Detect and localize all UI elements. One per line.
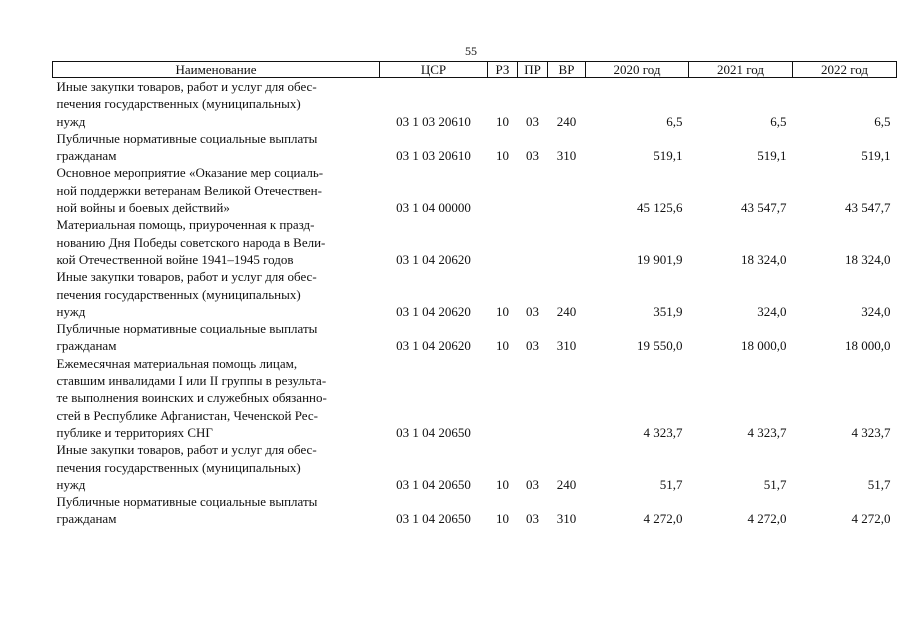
- cell-2021: 18 324,0: [741, 251, 787, 267]
- name-line: Иные закупки товаров, работ и услуг для обес-: [56, 442, 317, 458]
- header-rz: РЗ: [488, 62, 518, 78]
- header-csr: ЦСР: [380, 62, 488, 78]
- name-line: те выполнения воинских и служебных обязанно-: [56, 390, 327, 406]
- cell-vr: 240: [556, 113, 577, 129]
- name-line: кой Отечественной войне 1941–1945 годов: [56, 251, 294, 267]
- cell-name: [53, 130, 380, 165]
- name-line: нованию Дня Победы советского народа в Вели-: [56, 234, 326, 250]
- name-line: ной войны и боевых действий»: [56, 200, 230, 216]
- cell-rz: [488, 216, 518, 268]
- cell-2020: 45 125,6: [637, 200, 683, 216]
- name-line: стей в Республике Афганистан, Чеченской Рес-: [56, 407, 318, 423]
- header-2020: 2020 год: [586, 62, 689, 78]
- cell-2020: 351,9: [653, 303, 683, 319]
- cell-2022: 18 324,0: [845, 251, 891, 267]
- cell-pr: [518, 164, 548, 216]
- cell-pr: [518, 355, 548, 441]
- cell-csr: 03 1 03 20610: [396, 148, 471, 164]
- cell-vr: [548, 216, 586, 268]
- cell-rz: [488, 355, 518, 441]
- cell-name: [53, 164, 380, 216]
- table-body: [53, 78, 897, 528]
- table-row: [53, 441, 897, 493]
- cell-pr: 03: [526, 113, 539, 129]
- name-line: ставшим инвалидами I или II группы в результа-: [56, 373, 327, 389]
- cell-pr: [518, 216, 548, 268]
- name-line: нужд: [56, 303, 86, 319]
- cell-2022: 4 272,0: [851, 511, 891, 527]
- cell-name: [53, 493, 380, 528]
- table-row: [53, 164, 897, 216]
- cell-pr: 03: [526, 511, 539, 527]
- page-number: 55: [465, 44, 477, 58]
- cell-2021: 18 000,0: [741, 338, 787, 354]
- name-line: нужд: [56, 113, 86, 129]
- cell-vr: 240: [556, 476, 577, 492]
- table-row: [53, 320, 897, 355]
- cell-2022: 4 323,7: [851, 424, 891, 440]
- cell-2022: 18 000,0: [845, 338, 891, 354]
- cell-2020: 519,1: [653, 148, 683, 164]
- cell-csr: 03 1 04 20650: [396, 424, 471, 440]
- header-vr: ВР: [548, 62, 586, 78]
- name-line: печения государственных (муниципальных): [56, 459, 301, 475]
- cell-pr: 03: [526, 303, 539, 319]
- table-row: [53, 493, 897, 528]
- cell-name: [53, 268, 380, 320]
- table-row: [53, 268, 897, 320]
- header-2021: 2021 год: [689, 62, 793, 78]
- name-line: Иные закупки товаров, работ и услуг для обес-: [56, 269, 317, 285]
- name-line: Основное мероприятие «Оказание мер социаль-: [56, 165, 324, 181]
- budget-table: [52, 61, 897, 528]
- cell-name: [53, 441, 380, 493]
- cell-2022: 324,0: [861, 303, 891, 319]
- cell-name: [53, 216, 380, 268]
- name-line: Публичные нормативные социальные выплаты: [56, 494, 318, 510]
- name-line: ной поддержки ветеранам Великой Отечествен-: [56, 182, 322, 198]
- name-line: печения государственных (муниципальных): [56, 286, 301, 302]
- cell-rz: 10: [496, 148, 509, 164]
- cell-csr: 03 1 04 20650: [396, 511, 471, 527]
- cell-pr: 03: [526, 148, 539, 164]
- name-line: печения государственных (муниципальных): [56, 96, 301, 112]
- name-line: публике и территориях СНГ: [56, 424, 213, 440]
- header-pr: ПР: [518, 62, 548, 78]
- cell-2022: 6,5: [874, 113, 891, 129]
- cell-2021: 6,5: [770, 113, 787, 129]
- cell-2021: 4 272,0: [747, 511, 787, 527]
- cell-pr: 03: [526, 476, 539, 492]
- cell-name: [53, 355, 380, 441]
- header-2022: 2022 год: [793, 62, 897, 78]
- header-name: Наименование: [53, 62, 380, 78]
- cell-csr: 03 1 04 00000: [396, 200, 471, 216]
- cell-2020: 4 323,7: [643, 424, 683, 440]
- cell-vr: 310: [556, 511, 577, 527]
- cell-csr: 03 1 04 20620: [396, 251, 471, 267]
- cell-2020: 6,5: [666, 113, 683, 129]
- cell-2020: 19 901,9: [637, 251, 683, 267]
- cell-vr: 240: [556, 303, 577, 319]
- cell-2022: 43 547,7: [845, 200, 891, 216]
- cell-2021: 324,0: [757, 303, 787, 319]
- cell-2020: 51,7: [659, 476, 683, 492]
- cell-name: [53, 320, 380, 355]
- cell-rz: 10: [496, 476, 509, 492]
- table-row: [53, 78, 897, 130]
- name-line: Публичные нормативные социальные выплаты: [56, 321, 318, 337]
- header-row: [53, 62, 897, 78]
- name-line: Иные закупки товаров, работ и услуг для обес-: [56, 79, 317, 94]
- cell-csr: 03 1 04 20650: [396, 476, 471, 492]
- cell-2020: 19 550,0: [637, 338, 683, 354]
- cell-rz: 10: [496, 113, 509, 129]
- cell-vr: 310: [556, 148, 577, 164]
- name-line: нужд: [56, 476, 86, 492]
- table-row: [53, 130, 897, 165]
- cell-csr: 03 1 03 20610: [396, 113, 471, 129]
- cell-2021: 51,7: [763, 476, 787, 492]
- cell-vr: [548, 164, 586, 216]
- name-line: Публичные нормативные социальные выплаты: [56, 130, 318, 146]
- cell-csr: 03 1 04 20620: [396, 338, 471, 354]
- cell-csr: 03 1 04 20620: [396, 303, 471, 319]
- cell-name: [53, 78, 380, 130]
- cell-pr: 03: [526, 338, 539, 354]
- name-line: гражданам: [56, 511, 117, 527]
- name-line: гражданам: [56, 148, 117, 164]
- cell-2022: 51,7: [867, 476, 891, 492]
- name-line: гражданам: [56, 338, 117, 354]
- cell-2020: 4 272,0: [643, 511, 683, 527]
- cell-2021: 519,1: [757, 148, 787, 164]
- cell-rz: 10: [496, 303, 509, 319]
- cell-rz: [488, 164, 518, 216]
- cell-2022: 519,1: [861, 148, 891, 164]
- cell-rz: 10: [496, 338, 509, 354]
- name-line: Материальная помощь, приуроченная к празд-: [56, 217, 315, 233]
- cell-2021: 43 547,7: [741, 200, 787, 216]
- cell-vr: 310: [556, 338, 577, 354]
- table-row: [53, 355, 897, 441]
- table-row: [53, 216, 897, 268]
- name-line: Ежемесячная материальная помощь лицам,: [56, 355, 298, 371]
- cell-2021: 4 323,7: [747, 424, 787, 440]
- cell-rz: 10: [496, 511, 509, 527]
- cell-vr: [548, 355, 586, 441]
